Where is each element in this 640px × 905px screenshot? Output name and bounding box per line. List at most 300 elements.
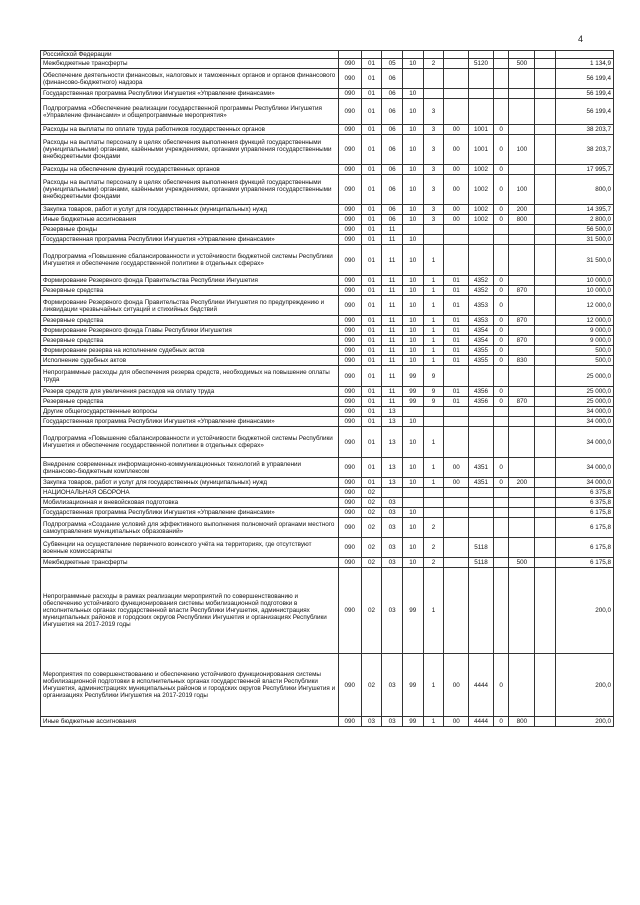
code-cell: 06 bbox=[382, 89, 403, 99]
amount-cell: 9 000,0 bbox=[555, 336, 613, 346]
item-name: Резервные фонды bbox=[41, 225, 339, 235]
amount-cell: 200,0 bbox=[555, 654, 613, 717]
code-cell: 01 bbox=[361, 286, 382, 296]
code-cell bbox=[493, 51, 509, 59]
code-cell bbox=[535, 366, 556, 387]
code-cell: 06 bbox=[382, 125, 403, 135]
code-cell: 0 bbox=[493, 165, 509, 175]
code-cell bbox=[444, 235, 469, 245]
code-cell bbox=[423, 488, 444, 498]
code-cell bbox=[509, 125, 535, 135]
table-row bbox=[41, 296, 614, 316]
code-cell: 0 bbox=[493, 175, 509, 205]
code-cell bbox=[535, 654, 556, 717]
code-cell: 01 bbox=[444, 286, 469, 296]
code-cell bbox=[535, 568, 556, 654]
item-name: Другие общегосударственные вопросы bbox=[41, 407, 339, 417]
table-row bbox=[41, 346, 614, 356]
code-cell: 3 bbox=[423, 175, 444, 205]
code-cell: 01 bbox=[361, 99, 382, 125]
code-cell bbox=[423, 225, 444, 235]
code-cell bbox=[509, 69, 535, 89]
item-name: Иные бюджетные ассигнования bbox=[41, 717, 339, 727]
code-cell bbox=[493, 538, 509, 558]
code-cell bbox=[493, 508, 509, 518]
code-cell bbox=[444, 518, 469, 538]
code-cell: 01 bbox=[361, 336, 382, 346]
amount-cell: 25 000,0 bbox=[555, 366, 613, 387]
code-cell: 01 bbox=[361, 417, 382, 427]
code-cell bbox=[535, 99, 556, 125]
code-cell: 00 bbox=[444, 458, 469, 478]
code-cell bbox=[423, 89, 444, 99]
code-cell: 4353 bbox=[469, 296, 494, 316]
amount-cell: 56 199,4 bbox=[555, 89, 613, 99]
item-name: Мероприятия по совершенствованию и обеспечению устойчивого функционирования системы мобилизационной подготовки в исполнительных органах государственной власти Республики Ингушетия, администрациях муниципальных районов и городских округов Республики Ингушетия и организациях Республики Ингушетия на 2017-2019 годы bbox=[41, 654, 339, 717]
item-name: Исполнение судебных актов bbox=[41, 356, 339, 366]
table-row bbox=[41, 235, 614, 245]
code-cell: 10 bbox=[402, 135, 423, 165]
code-cell: 01 bbox=[361, 366, 382, 387]
code-cell: 01 bbox=[361, 225, 382, 235]
code-cell: 090 bbox=[338, 387, 361, 397]
code-cell: 1002 bbox=[469, 165, 494, 175]
code-cell: 02 bbox=[361, 654, 382, 717]
code-cell bbox=[509, 165, 535, 175]
code-cell: 090 bbox=[338, 508, 361, 518]
code-cell: 01 bbox=[361, 215, 382, 225]
table-row bbox=[41, 336, 614, 346]
table-row bbox=[41, 326, 614, 336]
code-cell: 10 bbox=[402, 427, 423, 458]
code-cell: 01 bbox=[444, 316, 469, 326]
code-cell: 11 bbox=[382, 387, 403, 397]
amount-cell: 6 175,8 bbox=[555, 508, 613, 518]
code-cell: 5120 bbox=[469, 59, 494, 69]
code-cell: 13 bbox=[382, 417, 403, 427]
code-cell: 2 bbox=[423, 59, 444, 69]
code-cell bbox=[444, 568, 469, 654]
amount-cell: 6 175,8 bbox=[555, 518, 613, 538]
code-cell bbox=[444, 407, 469, 417]
code-cell: 1 bbox=[423, 458, 444, 478]
code-cell: 06 bbox=[382, 215, 403, 225]
code-cell bbox=[493, 417, 509, 427]
amount-cell: 31 500,0 bbox=[555, 235, 613, 245]
table-row bbox=[41, 356, 614, 366]
item-name: Мобилизационная и вневойсковая подготовка bbox=[41, 498, 339, 508]
code-cell bbox=[509, 488, 535, 498]
code-cell: 2 bbox=[423, 558, 444, 568]
code-cell: 1 bbox=[423, 356, 444, 366]
code-cell: 0 bbox=[493, 478, 509, 488]
code-cell bbox=[493, 245, 509, 276]
code-cell bbox=[535, 296, 556, 316]
code-cell: 0 bbox=[493, 205, 509, 215]
code-cell: 02 bbox=[361, 508, 382, 518]
table-row bbox=[41, 286, 614, 296]
code-cell: 01 bbox=[361, 326, 382, 336]
code-cell: 4354 bbox=[469, 326, 494, 336]
code-cell: 870 bbox=[509, 316, 535, 326]
code-cell: 02 bbox=[361, 498, 382, 508]
code-cell: 01 bbox=[361, 296, 382, 316]
code-cell bbox=[535, 175, 556, 205]
code-cell: 11 bbox=[382, 397, 403, 407]
code-cell: 4352 bbox=[469, 286, 494, 296]
code-cell bbox=[509, 538, 535, 558]
code-cell: 01 bbox=[444, 276, 469, 286]
code-cell: 00 bbox=[444, 717, 469, 727]
code-cell: 01 bbox=[361, 397, 382, 407]
code-cell: 090 bbox=[338, 235, 361, 245]
code-cell: 03 bbox=[382, 498, 403, 508]
code-cell bbox=[535, 488, 556, 498]
code-cell: 0 bbox=[493, 135, 509, 165]
code-cell: 090 bbox=[338, 427, 361, 458]
code-cell: 00 bbox=[444, 165, 469, 175]
code-cell bbox=[469, 225, 494, 235]
code-cell: 090 bbox=[338, 488, 361, 498]
code-cell: 10 bbox=[402, 89, 423, 99]
code-cell: 01 bbox=[361, 276, 382, 286]
code-cell bbox=[509, 458, 535, 478]
code-cell bbox=[493, 89, 509, 99]
code-cell bbox=[535, 326, 556, 336]
code-cell bbox=[509, 568, 535, 654]
amount-cell: 56 199,4 bbox=[555, 99, 613, 125]
amount-cell: 14 395,7 bbox=[555, 205, 613, 215]
code-cell: 10 bbox=[402, 326, 423, 336]
amount-cell: 12 000,0 bbox=[555, 316, 613, 326]
amount-cell: 10 000,0 bbox=[555, 286, 613, 296]
item-name: Непрограммные расходы для обеспечения резерва средств, необходимых на повышение оплаты труда bbox=[41, 366, 339, 387]
code-cell: 01 bbox=[361, 205, 382, 215]
code-cell: 10 bbox=[402, 296, 423, 316]
code-cell: 02 bbox=[361, 488, 382, 498]
code-cell bbox=[469, 245, 494, 276]
code-cell: 01 bbox=[361, 356, 382, 366]
code-cell bbox=[535, 286, 556, 296]
code-cell: 090 bbox=[338, 336, 361, 346]
code-cell: 10 bbox=[402, 316, 423, 326]
item-name: Формирование резерва на исполнение судебных актов bbox=[41, 346, 339, 356]
code-cell bbox=[493, 558, 509, 568]
code-cell bbox=[493, 59, 509, 69]
code-cell bbox=[423, 417, 444, 427]
code-cell: 4355 bbox=[469, 346, 494, 356]
item-name: Закупка товаров, работ и услуг для государственных (муниципальных) нужд bbox=[41, 478, 339, 488]
code-cell bbox=[509, 89, 535, 99]
code-cell: 200 bbox=[509, 205, 535, 215]
code-cell: 1 bbox=[423, 245, 444, 276]
code-cell: 10 bbox=[402, 276, 423, 286]
code-cell: 500 bbox=[509, 558, 535, 568]
code-cell bbox=[509, 225, 535, 235]
code-cell bbox=[509, 366, 535, 387]
code-cell: 13 bbox=[382, 478, 403, 488]
amount-cell: 56 199,4 bbox=[555, 69, 613, 89]
code-cell bbox=[535, 518, 556, 538]
table-row bbox=[41, 89, 614, 99]
budget-rows bbox=[41, 51, 614, 727]
code-cell bbox=[535, 538, 556, 558]
code-cell bbox=[535, 125, 556, 135]
item-name: Расходы на обеспечение функций государственных органов bbox=[41, 165, 339, 175]
code-cell: 11 bbox=[382, 346, 403, 356]
code-cell: 090 bbox=[338, 245, 361, 276]
item-name: Расходы на выплаты персоналу в целях обеспечения выполнения функций государственными (муниципальными) органами, казёнными учреждениями, органами управления государственными внебюджетными фондами bbox=[41, 135, 339, 165]
code-cell bbox=[509, 326, 535, 336]
code-cell: 03 bbox=[382, 518, 403, 538]
code-cell: 090 bbox=[338, 568, 361, 654]
code-cell bbox=[402, 488, 423, 498]
code-cell: 2 bbox=[423, 518, 444, 538]
code-cell bbox=[535, 225, 556, 235]
code-cell: 1001 bbox=[469, 125, 494, 135]
amount-cell: 6 175,8 bbox=[555, 538, 613, 558]
code-cell: 01 bbox=[361, 69, 382, 89]
code-cell bbox=[469, 518, 494, 538]
code-cell: 10 bbox=[402, 286, 423, 296]
code-cell bbox=[493, 518, 509, 538]
page-number: 4 bbox=[578, 34, 584, 44]
code-cell: 4444 bbox=[469, 654, 494, 717]
code-cell: 090 bbox=[338, 286, 361, 296]
code-cell bbox=[509, 245, 535, 276]
code-cell bbox=[444, 508, 469, 518]
code-cell: 11 bbox=[382, 356, 403, 366]
code-cell: 00 bbox=[444, 135, 469, 165]
code-cell bbox=[444, 225, 469, 235]
code-cell: 800 bbox=[509, 215, 535, 225]
item-name: Внедрение современных информационно-коммуникационных технологий в управлении финансово-бюджетным комплексом bbox=[41, 458, 339, 478]
code-cell: 99 bbox=[402, 568, 423, 654]
item-name: Межбюджетные трансферты bbox=[41, 558, 339, 568]
item-name: Закупка товаров, работ и услуг для государственных (муниципальных) нужд bbox=[41, 205, 339, 215]
code-cell: 870 bbox=[509, 336, 535, 346]
code-cell: 0 bbox=[493, 326, 509, 336]
code-cell: 090 bbox=[338, 346, 361, 356]
code-cell: 0 bbox=[493, 387, 509, 397]
code-cell: 99 bbox=[402, 654, 423, 717]
code-cell: 01 bbox=[361, 125, 382, 135]
table-row bbox=[41, 558, 614, 568]
item-name: Подпрограмма «Обеспечение реализации государственной программы Республики Ингушетия «Управление финансами» и общепрограммные мероприятия» bbox=[41, 99, 339, 125]
code-cell bbox=[402, 225, 423, 235]
table-row bbox=[41, 316, 614, 326]
code-cell bbox=[535, 316, 556, 326]
code-cell: 06 bbox=[382, 175, 403, 205]
code-cell: 03 bbox=[382, 654, 403, 717]
code-cell: 01 bbox=[361, 478, 382, 488]
code-cell: 090 bbox=[338, 205, 361, 215]
code-cell: 06 bbox=[382, 135, 403, 165]
code-cell: 0 bbox=[493, 276, 509, 286]
code-cell: 1 bbox=[423, 654, 444, 717]
code-cell: 13 bbox=[382, 458, 403, 478]
code-cell: 01 bbox=[361, 427, 382, 458]
code-cell: 0 bbox=[493, 286, 509, 296]
code-cell bbox=[382, 488, 403, 498]
code-cell bbox=[509, 276, 535, 286]
code-cell: 5118 bbox=[469, 538, 494, 558]
item-name: Государственная программа Республики Ингушетия «Управление финансами» bbox=[41, 89, 339, 99]
code-cell: 01 bbox=[444, 397, 469, 407]
code-cell bbox=[423, 498, 444, 508]
code-cell: 10 bbox=[402, 538, 423, 558]
item-name: Расходы на выплаты персоналу в целях обеспечения выполнения функций государственными (муниципальными) органами, казёнными учреждениями, органами управления государственными внебюджетными фондами bbox=[41, 175, 339, 205]
code-cell bbox=[493, 69, 509, 89]
code-cell: 1 bbox=[423, 478, 444, 488]
code-cell bbox=[361, 51, 382, 59]
code-cell: 01 bbox=[361, 387, 382, 397]
code-cell bbox=[444, 558, 469, 568]
table-row bbox=[41, 366, 614, 387]
code-cell: 3 bbox=[423, 205, 444, 215]
code-cell bbox=[535, 417, 556, 427]
amount-cell: 12 000,0 bbox=[555, 296, 613, 316]
table-row bbox=[41, 69, 614, 89]
code-cell: 090 bbox=[338, 165, 361, 175]
code-cell: 9 bbox=[423, 387, 444, 397]
code-cell: 090 bbox=[338, 356, 361, 366]
amount-cell: 6 375,8 bbox=[555, 498, 613, 508]
code-cell: 4444 bbox=[469, 717, 494, 727]
amount-cell: 56 500,0 bbox=[555, 225, 613, 235]
code-cell bbox=[382, 51, 403, 59]
code-cell: 1002 bbox=[469, 215, 494, 225]
code-cell bbox=[535, 51, 556, 59]
code-cell: 10 bbox=[402, 175, 423, 205]
table-row bbox=[41, 427, 614, 458]
code-cell: 03 bbox=[382, 568, 403, 654]
table-row bbox=[41, 135, 614, 165]
code-cell: 1 bbox=[423, 276, 444, 286]
code-cell: 090 bbox=[338, 215, 361, 225]
table-row bbox=[41, 175, 614, 205]
code-cell bbox=[509, 387, 535, 397]
code-cell: 090 bbox=[338, 225, 361, 235]
code-cell bbox=[444, 51, 469, 59]
code-cell: 090 bbox=[338, 135, 361, 165]
code-cell: 1 bbox=[423, 326, 444, 336]
code-cell: 01 bbox=[361, 89, 382, 99]
code-cell bbox=[535, 346, 556, 356]
code-cell: 10 bbox=[402, 508, 423, 518]
code-cell: 100 bbox=[509, 175, 535, 205]
amount-cell: 6 375,8 bbox=[555, 488, 613, 498]
amount-cell: 6 175,8 bbox=[555, 558, 613, 568]
code-cell bbox=[493, 235, 509, 245]
code-cell bbox=[535, 427, 556, 458]
code-cell bbox=[535, 235, 556, 245]
code-cell: 2 bbox=[423, 538, 444, 558]
code-cell: 9 bbox=[423, 366, 444, 387]
code-cell bbox=[493, 488, 509, 498]
item-name: Государственная программа Республики Ингушетия «Управление финансами» bbox=[41, 417, 339, 427]
code-cell: 3 bbox=[423, 165, 444, 175]
code-cell: 11 bbox=[382, 276, 403, 286]
item-name: Подпрограмма «Создание условий для эффективного выполнения полномочий органами местного самоуправления муниципальных образований» bbox=[41, 518, 339, 538]
code-cell bbox=[444, 538, 469, 558]
code-cell bbox=[509, 427, 535, 458]
code-cell: 11 bbox=[382, 286, 403, 296]
item-name: Обеспечение деятельности финансовых, налоговых и таможенных органов и органов финансового (финансово-бюджетного) надзора bbox=[41, 69, 339, 89]
code-cell: 090 bbox=[338, 478, 361, 488]
code-cell: 1001 bbox=[469, 135, 494, 165]
code-cell: 0 bbox=[493, 336, 509, 346]
code-cell bbox=[469, 99, 494, 125]
code-cell: 02 bbox=[361, 518, 382, 538]
table-row bbox=[41, 387, 614, 397]
code-cell: 090 bbox=[338, 89, 361, 99]
code-cell bbox=[469, 89, 494, 99]
amount-cell: 800,0 bbox=[555, 175, 613, 205]
code-cell: 10 bbox=[402, 99, 423, 125]
table-row bbox=[41, 215, 614, 225]
table-row bbox=[41, 417, 614, 427]
code-cell bbox=[509, 417, 535, 427]
table-row bbox=[41, 518, 614, 538]
code-cell bbox=[493, 498, 509, 508]
code-cell bbox=[535, 276, 556, 286]
table-row bbox=[41, 59, 614, 69]
code-cell: 800 bbox=[509, 717, 535, 727]
code-cell bbox=[444, 99, 469, 125]
code-cell: 090 bbox=[338, 366, 361, 387]
budget-table bbox=[40, 50, 614, 727]
code-cell: 870 bbox=[509, 397, 535, 407]
code-cell: 090 bbox=[338, 558, 361, 568]
code-cell: 0 bbox=[493, 125, 509, 135]
code-cell bbox=[509, 346, 535, 356]
code-cell: 3 bbox=[423, 125, 444, 135]
code-cell: 090 bbox=[338, 654, 361, 717]
code-cell: 11 bbox=[382, 225, 403, 235]
amount-cell: 500,0 bbox=[555, 346, 613, 356]
code-cell: 090 bbox=[338, 99, 361, 125]
code-cell: 4356 bbox=[469, 387, 494, 397]
amount-cell: 25 000,0 bbox=[555, 397, 613, 407]
code-cell: 03 bbox=[361, 717, 382, 727]
code-cell bbox=[423, 51, 444, 59]
code-cell bbox=[535, 165, 556, 175]
code-cell: 11 bbox=[382, 336, 403, 346]
item-name: Государственная программа Республики Ингушетия «Управление финансами» bbox=[41, 235, 339, 245]
code-cell bbox=[535, 336, 556, 346]
code-cell: 1 bbox=[423, 336, 444, 346]
code-cell: 10 bbox=[402, 346, 423, 356]
code-cell bbox=[469, 417, 494, 427]
code-cell: 1 bbox=[423, 296, 444, 316]
code-cell bbox=[493, 366, 509, 387]
code-cell bbox=[469, 498, 494, 508]
code-cell: 01 bbox=[361, 407, 382, 417]
code-cell bbox=[509, 654, 535, 717]
item-name: Межбюджетные трансферты bbox=[41, 59, 339, 69]
code-cell: 11 bbox=[382, 235, 403, 245]
table-row bbox=[41, 99, 614, 125]
amount-cell: 17 995,7 bbox=[555, 165, 613, 175]
code-cell: 01 bbox=[444, 326, 469, 336]
code-cell: 10 bbox=[402, 478, 423, 488]
code-cell bbox=[509, 51, 535, 59]
code-cell bbox=[469, 427, 494, 458]
code-cell: 10 bbox=[402, 417, 423, 427]
code-cell: 99 bbox=[402, 366, 423, 387]
code-cell bbox=[535, 407, 556, 417]
